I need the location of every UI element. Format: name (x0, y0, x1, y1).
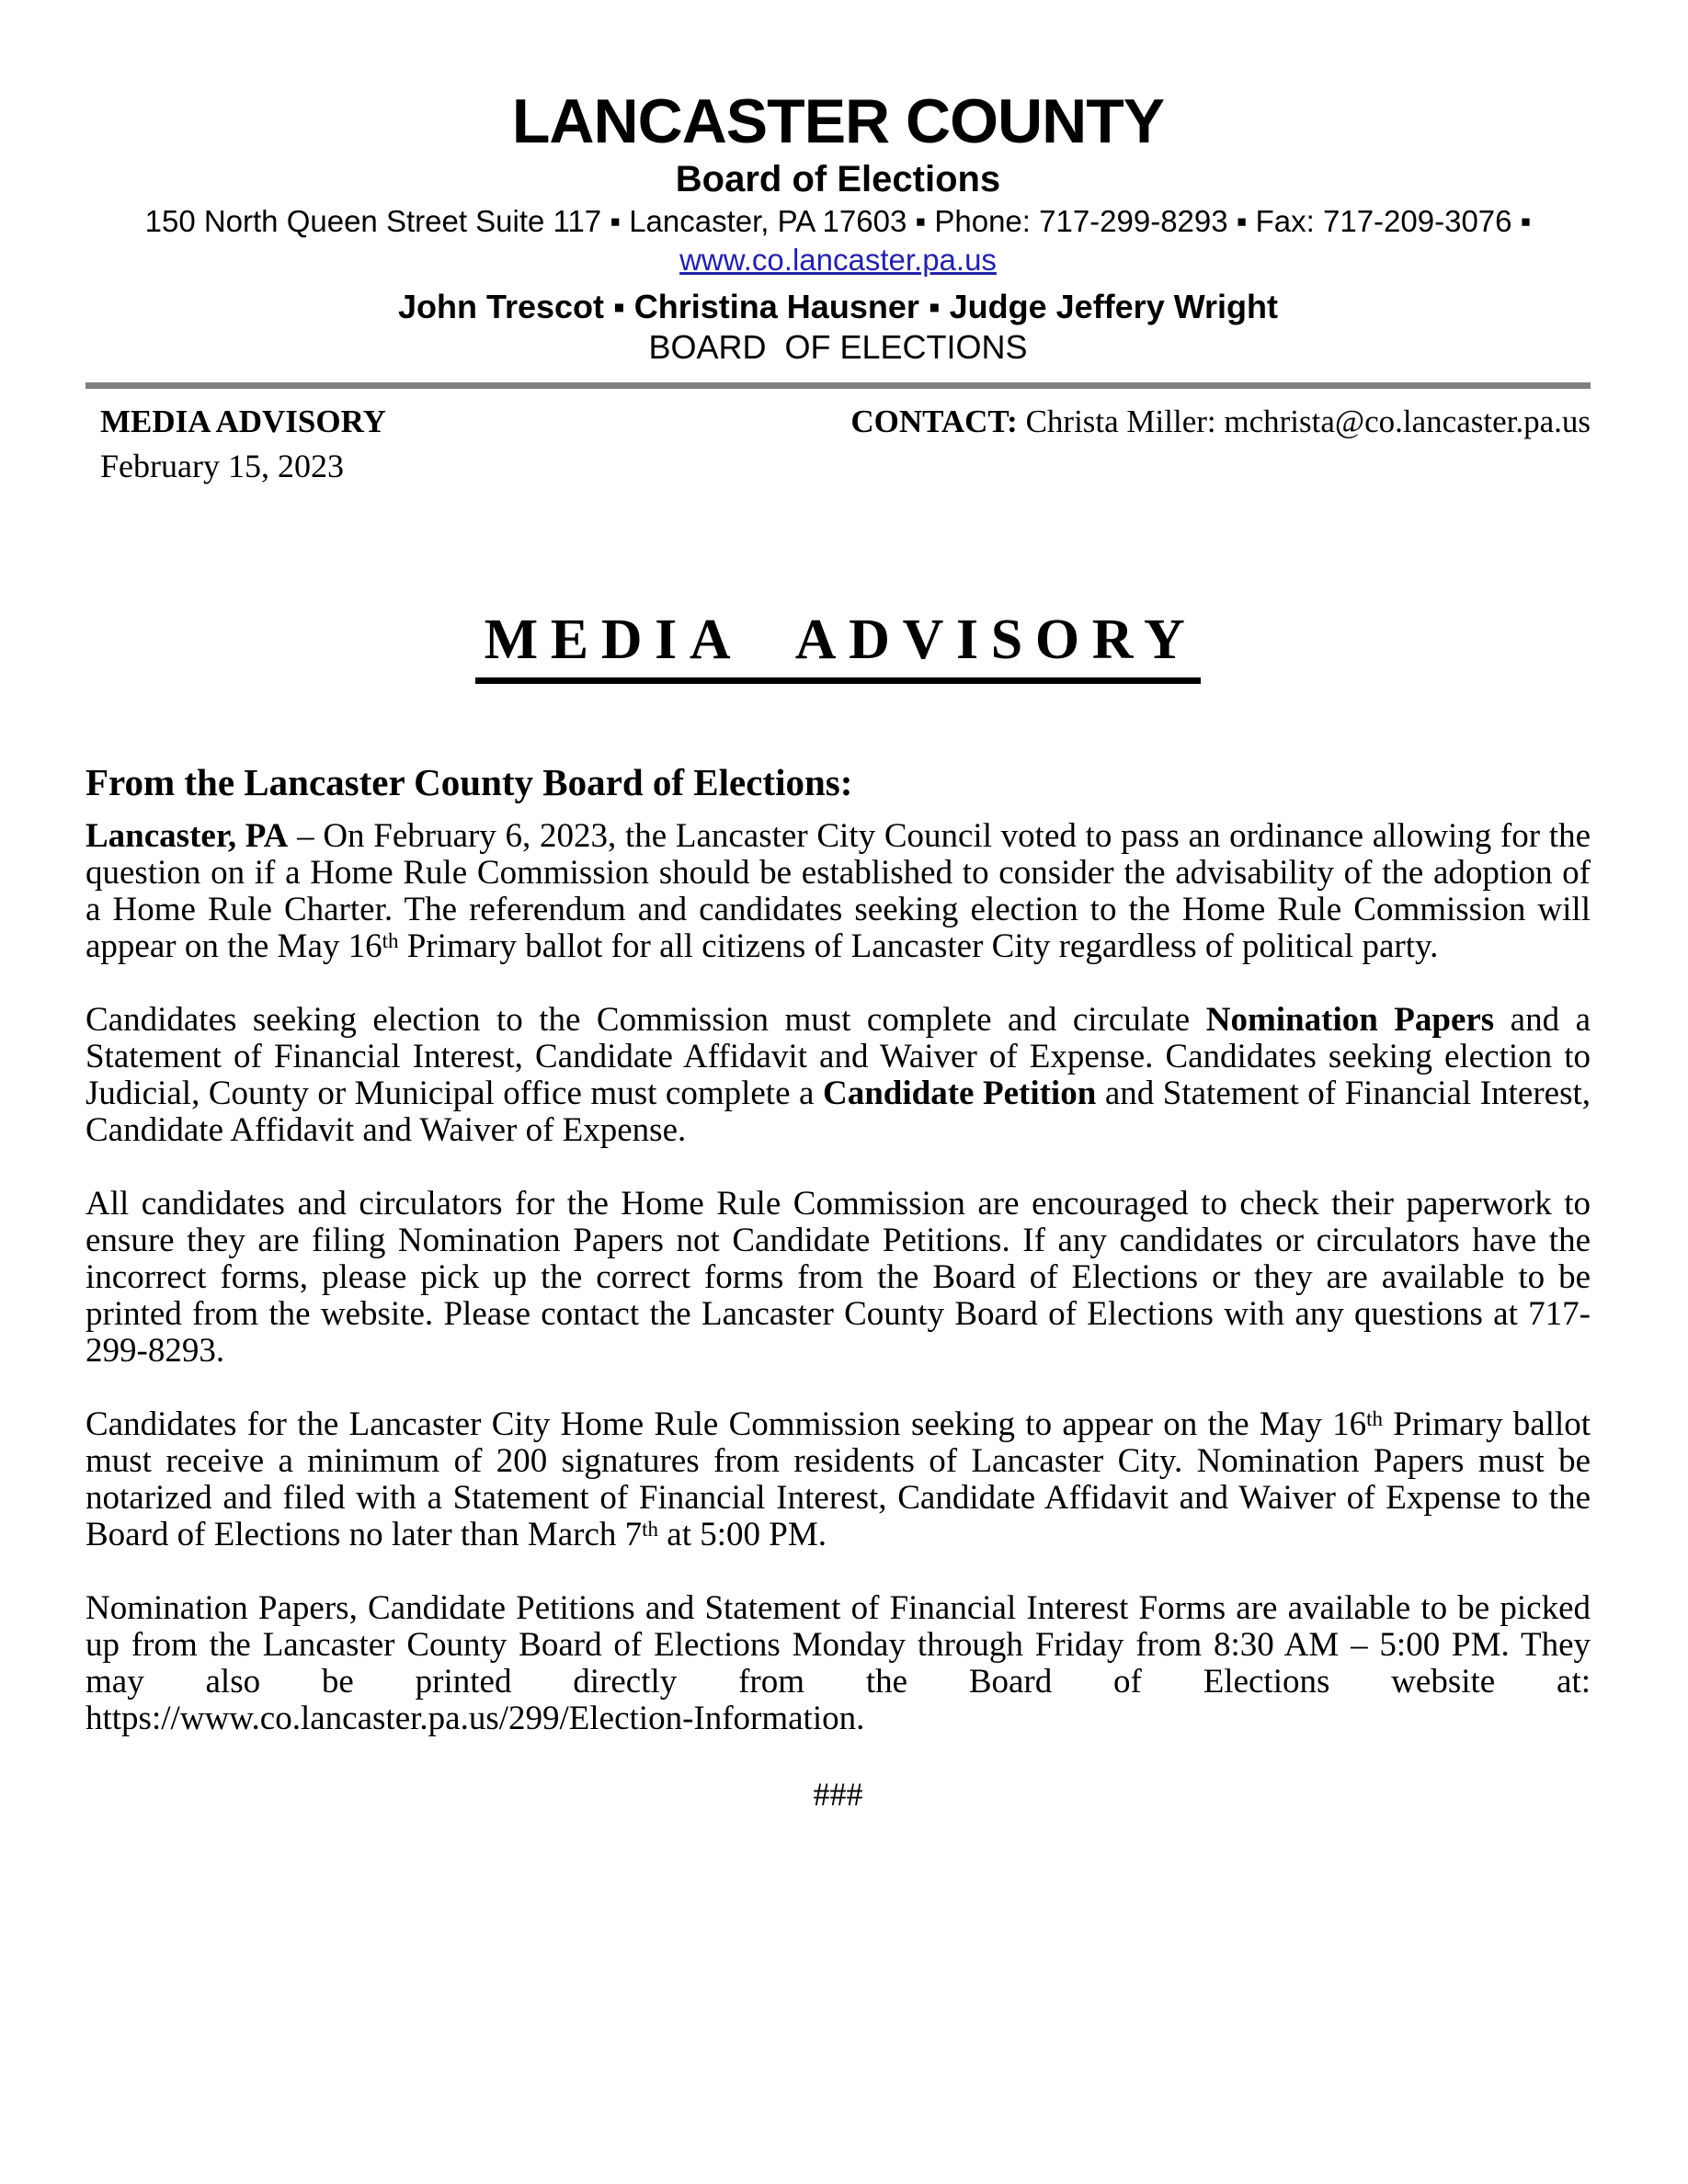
text-run: Lancaster, PA (86, 817, 289, 855)
text-run: and Statement of Financial Interest, Candidate Affidavit and Waiver of Expense. (86, 1075, 1591, 1149)
superscript: th (642, 1517, 659, 1541)
contact-line (850, 402, 1591, 442)
letterhead (86, 86, 1591, 368)
text-run: at 5:00 PM. (658, 1516, 827, 1553)
text-run: Nomination Papers, Candidate Petitions and Statement of Financial Interest Forms are available to be picked up from the Lancaster County Board of Elections Monday through Friday from 8:30 AM – 5:00 PM. They may also be printed directly from the Board of Elections website at: https://www.co.lancaster.pa.us/299/Election-Information. (86, 1589, 1591, 1737)
text-run: Candidate Petition (822, 1075, 1097, 1112)
text-run: Nomination Papers (1205, 1001, 1495, 1039)
document-title: MEDIA ADVISORY (475, 608, 1202, 684)
body-paragraph (86, 1186, 1591, 1370)
board-of-elections-line: BOARD OF ELECTIONS (648, 328, 1028, 366)
text-run: Primary ballot must receive a minimum of 200 signatures from residents of Lancaster City. Nomination Papers must be notarized and filed with a Statement of Financial Interest, Candidate Affidavit and Waiver of Expense to the Board of Elections no later than March 7 (86, 1405, 1591, 1553)
address-line (86, 202, 1591, 279)
text-run: Candidates for the Lancaster City Home Rule Commission seeking to appear on the May 16 (86, 1405, 1367, 1443)
date-line: February 15, 2023 (100, 448, 344, 484)
body-paragraph (86, 1406, 1591, 1553)
header-divider (86, 382, 1591, 389)
text-run: and a Statement of Financial Interest, Candidate Affidavit and Waiver of Expense. Candidates seeking election to Judicial, County or Municipal office must complete a (86, 1001, 1591, 1112)
media-advisory-label: MEDIA ADVISORY (100, 404, 386, 439)
contact-value: Christa Miller: mchrista@co.lancaster.pa.us (1017, 404, 1591, 439)
org-subtitle: Board of Elections (675, 159, 1001, 199)
website-link[interactable]: www.co.lancaster.pa.us (679, 243, 997, 277)
contact-label: CONTACT: (850, 404, 1018, 439)
body-paragraph (86, 1002, 1591, 1149)
text-run: – On February 6, 2023, the Lancaster City Council voted to pass an ordinance allowing for the question on if a Home Rule Commission should be established to consider the advisability of the adoption of a Home Rule Charter. The referendum and candidates seeking election to the Home Rule Commission will appear on the May 16 (86, 817, 1591, 965)
superscript: th (382, 928, 399, 952)
address-text: 150 North Queen Street Suite 117 ▪ Lancaster, PA 17603 ▪ Phone: 717-299-8293 ▪ Fax: 717-209-3076 ▪ (144, 204, 1532, 238)
county-title: LANCASTER COUNTY (511, 86, 1165, 156)
text-run: Primary ballot for all citizens of Lancaster City regardless of political party. (398, 927, 1439, 965)
end-mark: ### (813, 1776, 863, 1813)
board-members-line: John Trescot ▪ Christina Hausner ▪ Judge Jeffery Wright (397, 288, 1279, 325)
meta-row (86, 402, 1591, 442)
body-paragraphs (86, 818, 1591, 1737)
from-heading: From the Lancaster County Board of Elections: (86, 761, 853, 803)
text-run: Candidates seeking election to the Commission must complete and circulate (86, 1001, 1206, 1039)
text-run: All candidates and circulators for the Home Rule Commission are encouraged to check their paperwork to ensure they are filing Nomination Papers not Candidate Petitions. If any candidates or circulators have the incorrect forms, please pick up the correct forms from the Board of Elections or they are available to be printed from the website. Please contact the Lancaster County Board of Elections with any questions at 717-299-8293. (86, 1185, 1591, 1370)
superscript: th (1366, 1406, 1383, 1430)
body-paragraph (86, 818, 1591, 965)
body-paragraph (86, 1590, 1591, 1737)
document-title-wrap (86, 608, 1591, 684)
